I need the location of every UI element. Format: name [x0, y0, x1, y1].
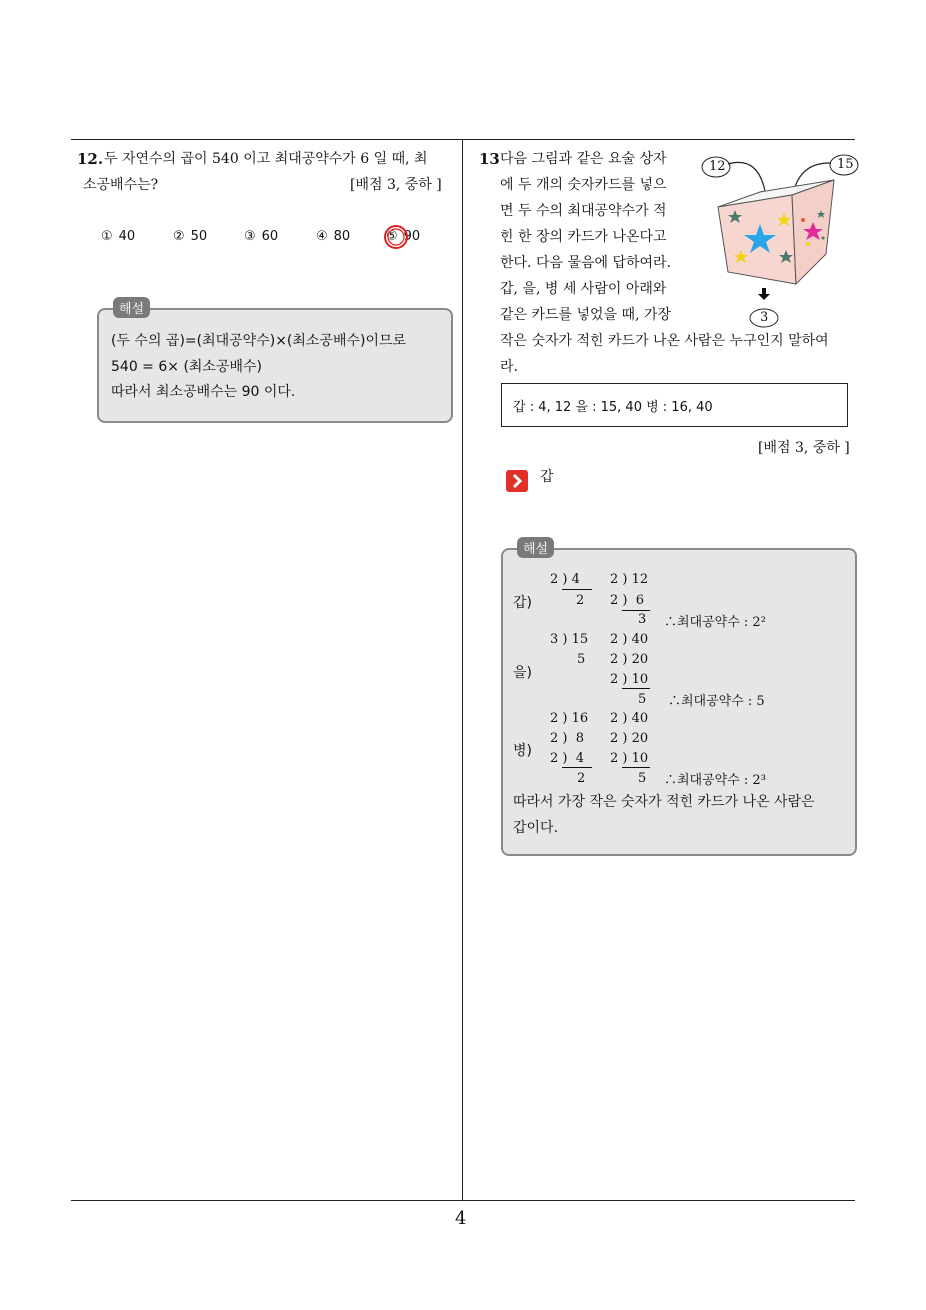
figure-output: 3 — [760, 310, 769, 325]
byeong-result: ∴최대공약수 : 2³ — [664, 773, 766, 788]
q12-text-line1: 두 자연수의 곱이 540 이고 최대공약수가 6 일 때, 최 — [104, 151, 428, 167]
q12-choice-2[interactable] — [173, 229, 207, 244]
q13-data-box-text: 갑 : 4, 12 을 : 15, 40 병 : 16, 40 — [513, 400, 713, 415]
gap-div2-row3: 3 — [638, 612, 647, 627]
byeong-div2-rule — [622, 767, 650, 768]
column-divider — [462, 139, 463, 1201]
eul-result: ∴최대공약수 : 5 — [668, 694, 765, 709]
q13-answer: 갑 — [540, 469, 554, 485]
q12-explanation-line1: (두 수의 곱)=(최대공약수)×(최소공배수)이므로 — [111, 333, 407, 349]
gap-div2-row2: 2 ) 6 — [610, 593, 645, 608]
byeong-div2-row1: 2 ) 40 — [610, 711, 649, 726]
q13-line2: 에 두 개의 숫자카드를 넣으 — [500, 177, 667, 193]
gap-div1-row1: 2 ) 4 — [550, 572, 580, 587]
q13-explanation-tag: 해설 — [517, 537, 554, 558]
q13-line6: 갑, 을, 병 세 사람이 아래와 — [500, 281, 667, 297]
choice-value: 50 — [190, 229, 208, 244]
gap-div1-row2: 2 — [576, 593, 585, 608]
byeong-div2-row3: 2 ) 10 — [610, 751, 649, 766]
figure-input-1: 12 — [709, 159, 726, 174]
byeong-div1-row1: 2 ) 16 — [550, 711, 589, 726]
gap-div1-rule — [562, 589, 592, 590]
gap-result: ∴최대공약수 : 2² — [664, 615, 766, 630]
q12-explanation-tag: 해설 — [113, 297, 150, 318]
eul-div2-row2: 2 ) 20 — [610, 652, 649, 667]
choice-value: 90 — [403, 229, 421, 244]
gap-div2-row1: 2 ) 12 — [610, 572, 649, 587]
byeong-div1-row3: 2 ) 4 — [550, 751, 585, 766]
q13-line7: 같은 카드를 넣었을 때, 가장 — [500, 307, 672, 323]
choice-mark: ④ — [316, 229, 328, 244]
q13-conclusion-line2: 갑이다. — [513, 820, 559, 836]
q12-choice-3[interactable] — [244, 229, 278, 244]
choice-mark: ⑤ — [386, 229, 398, 244]
q12-choice-1[interactable] — [101, 229, 135, 244]
q12-number: 12. — [77, 150, 104, 168]
choice-mark: ① — [101, 229, 113, 244]
top-rule — [71, 139, 855, 140]
answer-circle-icon — [382, 222, 412, 252]
byeong-div2-row2: 2 ) 20 — [610, 731, 649, 746]
eul-div2-rule — [622, 688, 650, 689]
q13-line5: 한다. 다음 물음에 답하여라. — [500, 255, 672, 271]
q13-line8: 작은 숫자가 적힌 카드가 나온 사람은 누구인지 말하여 — [500, 333, 829, 349]
byeong-div1-row4: 2 — [577, 771, 586, 786]
q12-explanation-line2: 540 = 6× (최소공배수) — [111, 359, 262, 375]
page-number: 4 — [455, 1208, 467, 1229]
q12-explanation-line3: 따라서 최소공배수는 90 이다. — [111, 384, 296, 400]
q13-points: [배점 3, 중하 ] — [758, 440, 850, 456]
choice-mark: ③ — [244, 229, 256, 244]
choice-value: 40 — [118, 229, 136, 244]
eul-div2-row4: 5 — [638, 692, 647, 707]
eul-div2-row1: 2 ) 40 — [610, 632, 649, 647]
figure-input-2: 15 — [837, 157, 854, 172]
q12-points: [배점 3, 중하 ] — [350, 177, 442, 193]
bottom-rule — [71, 1200, 855, 1201]
q13-line4: 힌 한 장의 카드가 나온다고 — [500, 229, 667, 245]
byeong-div2-row4: 5 — [638, 771, 647, 786]
q13-number: 13 — [479, 150, 500, 168]
q13-line3: 면 두 수의 최대공약수가 적 — [500, 203, 667, 219]
byeong-label: 병) — [513, 743, 532, 759]
choice-value: 80 — [333, 229, 351, 244]
answer-arrow-icon — [506, 470, 528, 492]
choice-value: 60 — [261, 229, 279, 244]
q13-line1: 다음 그림과 같은 요술 상자 — [500, 151, 667, 167]
eul-label: 을) — [513, 665, 532, 681]
q13-line9: 라. — [500, 359, 518, 375]
eul-div1-row2: 5 — [577, 652, 586, 667]
byeong-div1-row2: 2 ) 8 — [550, 731, 585, 746]
gap-label: 갑) — [513, 595, 532, 611]
q12-text-line2: 소공배수는? — [83, 177, 159, 193]
gap-div2-rule — [622, 610, 650, 611]
magic-box-figure — [700, 150, 860, 330]
byeong-div1-rule — [562, 767, 592, 768]
choice-mark: ② — [173, 229, 185, 244]
q13-conclusion-line1: 따라서 가장 작은 숫자가 적힌 카드가 나온 사람은 — [513, 794, 815, 810]
q12-choice-4[interactable] — [316, 229, 350, 244]
eul-div2-row3: 2 ) 10 — [610, 672, 649, 687]
eul-div1-row1: 3 ) 15 — [550, 632, 589, 647]
